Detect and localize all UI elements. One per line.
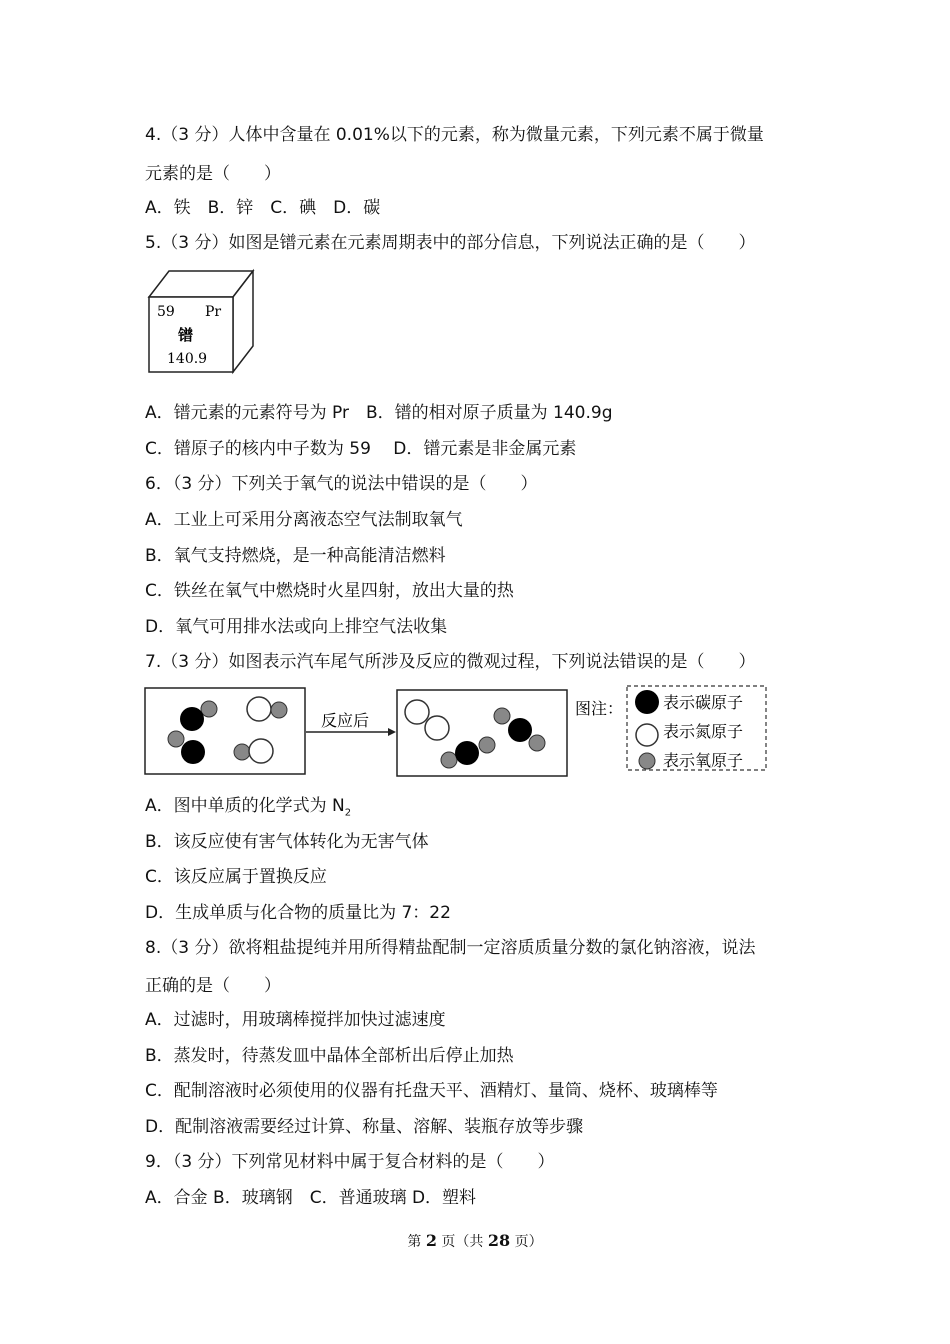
oxygen-atom — [494, 708, 510, 724]
oxygen-atom — [168, 731, 184, 747]
q7-option-a-subscript: 2 — [344, 807, 352, 819]
oxygen-atom — [271, 702, 287, 718]
oxygen-atom — [479, 737, 495, 753]
q5-options-line2: C．镨原子的核内中子数为 59 D．镨元素是非金属元素 — [145, 439, 577, 459]
legend-oxygen-icon — [639, 753, 655, 769]
q8-option-c: C．配制溶液时必须使用的仪器有托盘天平、酒精灯、量筒、烧杯、玻璃棒等 — [145, 1081, 718, 1101]
q7-stem: 7.（3 分）如图表示汽车尾气所涉及反应的微观过程，下列说法错误的是（ ） — [145, 652, 756, 672]
q4-stem-line1: 4.（3 分）人体中含量在 0.01%以下的元素，称为微量元素，下列元素不属于微量 — [145, 125, 764, 145]
oxygen-atom — [529, 735, 545, 751]
praseodymium-element-card — [145, 268, 257, 376]
q8-stem-line2: 正确的是（ ） — [145, 976, 281, 996]
legend-title: 图注： — [575, 699, 624, 718]
q9-stem: 9．（3 分）下列常见材料中属于复合材料的是（ ） — [145, 1152, 555, 1172]
arrow-label: 反应后 — [321, 711, 370, 730]
oxygen-atom — [234, 744, 250, 760]
legend-carbon-label: 表示碳原子 — [663, 693, 744, 712]
element-name: 镨 — [178, 326, 194, 344]
nitrogen-atom — [405, 700, 429, 724]
q4-options: A．铁 B．锌 C．碘 D．碳 — [145, 198, 381, 218]
carbon-atom — [508, 718, 532, 742]
q7-option-a-text: A．图中单质的化学式为 N — [145, 796, 345, 816]
total-page-count: 28 — [487, 1231, 511, 1250]
carbon-atom — [181, 740, 205, 764]
q9-options: A．合金 B．玻璃钢 C．普通玻璃 D．塑料 — [145, 1188, 477, 1208]
page-footer — [0, 1231, 950, 1251]
nitrogen-atom — [247, 697, 271, 721]
q4-stem-line2: 元素的是（ ） — [145, 164, 281, 184]
nitrogen-atom — [249, 739, 273, 763]
legend-nitrogen-icon — [636, 724, 658, 746]
q8-option-b: B．蒸发时，待蒸发皿中晶体全部析出后停止加热 — [145, 1046, 514, 1066]
oxygen-atom — [441, 752, 457, 768]
footer-suffix: 页） — [510, 1234, 543, 1250]
q8-option-a: A．过滤时，用玻璃棒搅拌加快过滤速度 — [145, 1010, 446, 1030]
q8-stem-line1: 8.（3 分）欲将粗盐提纯并用所得精盐配制一定溶质质量分数的氯化钠溶液，说法 — [145, 938, 756, 958]
oxygen-atom — [201, 701, 217, 717]
footer-middle: 页（共 — [436, 1234, 488, 1250]
q6-option-c: C．铁丝在氧气中燃烧时火星四射，放出大量的热 — [145, 581, 514, 601]
footer-prefix: 第 — [407, 1234, 426, 1250]
reaction-diagram — [140, 682, 780, 782]
carbon-atom — [455, 741, 479, 765]
q7-option-b: B．该反应使有害气体转化为无害气体 — [145, 832, 429, 852]
q5-stem: 5.（3 分）如图是镨元素在元素周期表中的部分信息，下列说法正确的是（ ） — [145, 233, 756, 253]
q7-option-d: D．生成单质与化合物的质量比为 7：22 — [145, 903, 451, 923]
q6-stem: 6．（3 分）下列关于氧气的说法中错误的是（ ） — [145, 474, 538, 494]
q7-option-a — [145, 795, 351, 824]
legend-nitrogen-label: 表示氮原子 — [663, 722, 744, 741]
carbon-atom — [180, 707, 204, 731]
q5-options-line1: A．镨元素的元素符号为 Pr B．镨的相对原子质量为 140.9g — [145, 403, 613, 423]
q6-option-d: D．氧气可用排水法或向上排空气法收集 — [145, 617, 448, 637]
before-reaction-box — [145, 688, 305, 774]
element-mass: 140.9 — [167, 351, 208, 367]
element-symbol: Pr — [205, 304, 222, 320]
q6-option-b: B．氧气支持燃烧，是一种高能清洁燃料 — [145, 546, 446, 566]
q8-option-d: D．配制溶液需要经过计算、称量、溶解、装瓶存放等步骤 — [145, 1117, 584, 1137]
q6-option-a: A．工业上可采用分离液态空气法制取氧气 — [145, 510, 463, 530]
q7-option-c: C．该反应属于置换反应 — [145, 867, 327, 887]
nitrogen-atom — [425, 716, 449, 740]
element-number: 59 — [157, 304, 175, 320]
current-page-number: 2 — [425, 1231, 437, 1250]
legend-oxygen-label: 表示氧原子 — [663, 751, 744, 770]
legend-carbon-icon — [635, 690, 659, 714]
